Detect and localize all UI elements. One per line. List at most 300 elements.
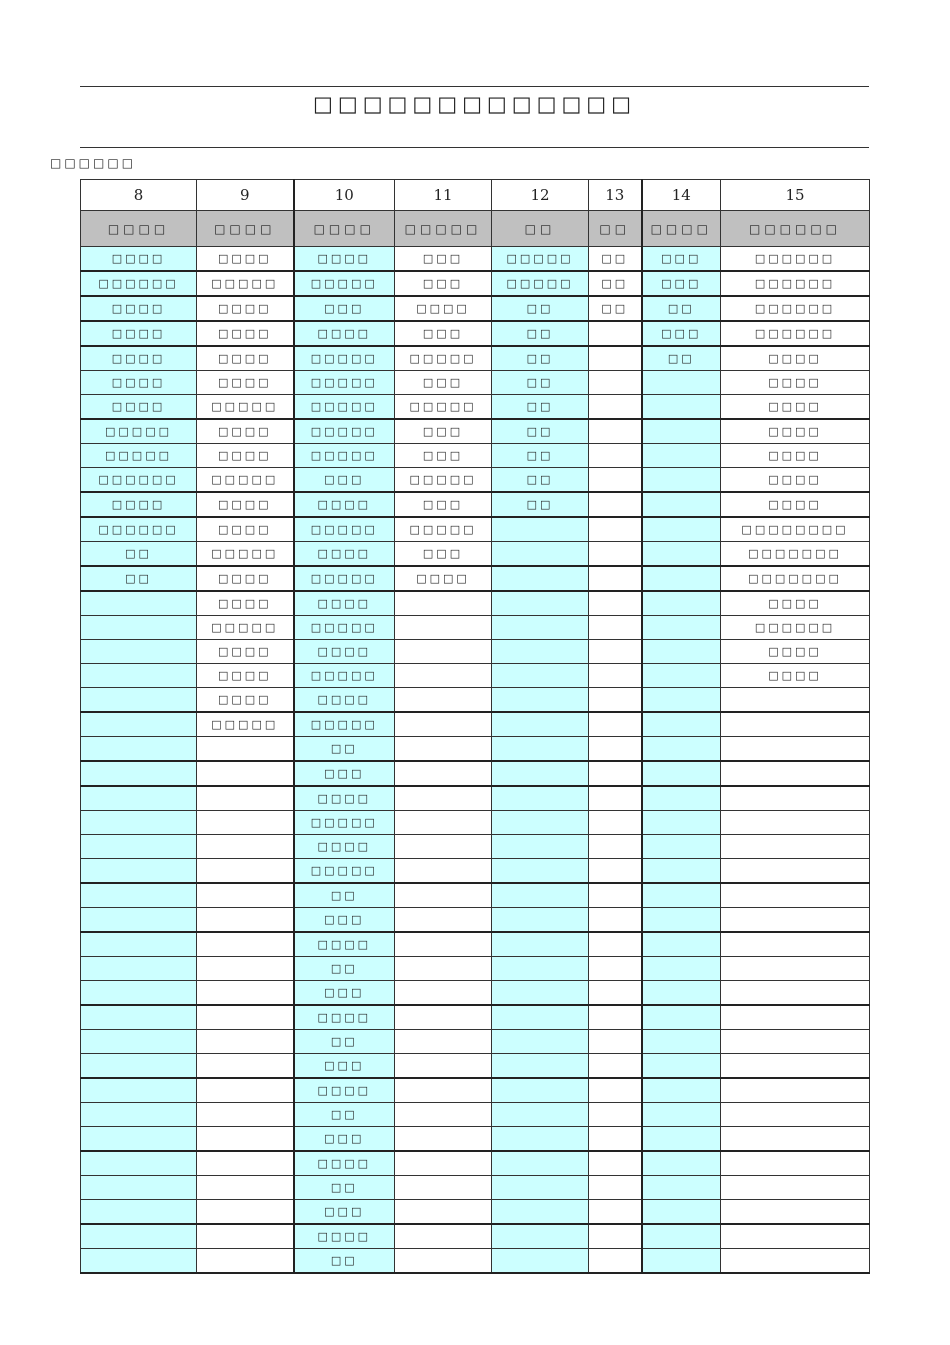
table-cell: □□□□□	[395, 346, 492, 371]
table-cell: □□□□□□	[81, 517, 197, 542]
table-cell	[81, 811, 197, 835]
table-cell	[721, 1078, 870, 1103]
table-cell	[197, 908, 294, 933]
table-cell	[721, 957, 870, 981]
table-cell	[589, 1005, 642, 1030]
table-cell	[81, 835, 197, 859]
table-cell	[642, 908, 721, 933]
table-cell: □□□□	[294, 247, 395, 272]
table-cell	[721, 835, 870, 859]
table-cell	[642, 640, 721, 664]
table-cell	[395, 1176, 492, 1200]
table-cell: □□□□	[294, 542, 395, 567]
table-row	[81, 468, 870, 493]
table-cell	[589, 419, 642, 444]
table-cell: □□□	[395, 542, 492, 567]
table-row	[81, 1127, 870, 1152]
table-cell	[589, 566, 642, 591]
column-header: □□□□	[294, 211, 395, 247]
table-row	[81, 296, 870, 321]
table-cell	[81, 712, 197, 737]
table-cell: □□□□	[197, 321, 294, 346]
table-row	[81, 247, 870, 272]
table-cell	[197, 1005, 294, 1030]
table-cell: □□□	[642, 247, 721, 272]
table-row	[81, 811, 870, 835]
table-cell	[81, 1078, 197, 1103]
table-cell: □□□□□□	[721, 321, 870, 346]
table-cell: □□□□	[294, 1078, 395, 1103]
table-cell: □□□□	[197, 664, 294, 688]
column-number-row	[81, 180, 870, 211]
table-cell	[492, 1054, 589, 1079]
table-cell	[197, 1224, 294, 1249]
table-cell: □□	[589, 271, 642, 296]
table-cell: □□	[492, 371, 589, 395]
table-cell	[721, 1176, 870, 1200]
table-cell	[721, 811, 870, 835]
column-number: 11	[395, 180, 492, 211]
table-cell: □□□□□	[294, 712, 395, 737]
table-cell	[395, 664, 492, 688]
table-cell: □□□□	[721, 664, 870, 688]
table-cell: □□□□□	[81, 419, 197, 444]
table-row	[81, 321, 870, 346]
table-cell	[589, 640, 642, 664]
table-cell	[81, 1054, 197, 1079]
table-cell	[81, 932, 197, 957]
column-header: □□	[589, 211, 642, 247]
table-cell: □□□□□	[294, 566, 395, 591]
table-cell	[81, 1224, 197, 1249]
table-cell	[492, 835, 589, 859]
table-cell	[492, 591, 589, 616]
table-cell	[721, 1200, 870, 1225]
table-cell: □□□□	[81, 296, 197, 321]
table-cell	[589, 737, 642, 762]
table-cell: □□□□	[721, 591, 870, 616]
column-number: 14	[642, 180, 721, 211]
table-cell: □□□□	[721, 419, 870, 444]
table-row	[81, 981, 870, 1006]
table-row	[81, 271, 870, 296]
table-cell	[589, 1249, 642, 1274]
table-cell	[642, 811, 721, 835]
table-cell: □□□□□	[294, 517, 395, 542]
table-cell	[642, 1151, 721, 1176]
table-cell	[395, 981, 492, 1006]
table-cell: □□□□	[721, 640, 870, 664]
table-cell	[589, 883, 642, 908]
table-cell	[197, 1176, 294, 1200]
table-cell: □□□□	[197, 492, 294, 517]
table-cell: □□□□	[721, 395, 870, 420]
table-cell	[492, 1078, 589, 1103]
table-cell	[395, 1127, 492, 1152]
table-cell	[589, 444, 642, 468]
table-cell: □□	[294, 1030, 395, 1054]
table-cell	[197, 811, 294, 835]
table-cell: □□□□□□	[721, 271, 870, 296]
table-cell	[721, 737, 870, 762]
table-cell	[642, 664, 721, 688]
table-cell	[721, 981, 870, 1006]
table-cell	[721, 1005, 870, 1030]
table-cell: □□	[294, 737, 395, 762]
table-cell: □□□□□	[294, 859, 395, 884]
table-cell	[721, 859, 870, 884]
table-cell: □□□□	[197, 444, 294, 468]
table-cell: □□□□	[81, 346, 197, 371]
table-cell	[492, 712, 589, 737]
table-row	[81, 492, 870, 517]
table-cell: □□□□	[197, 517, 294, 542]
column-header: □□□□	[197, 211, 294, 247]
table-row	[81, 346, 870, 371]
table-cell: □□□□	[81, 247, 197, 272]
table-cell	[589, 492, 642, 517]
title-underline	[80, 147, 869, 148]
table-cell	[589, 1151, 642, 1176]
table-cell	[81, 957, 197, 981]
table-cell	[492, 786, 589, 811]
table-cell	[492, 859, 589, 884]
table-cell	[492, 1176, 589, 1200]
table-cell	[721, 761, 870, 786]
table-cell	[395, 908, 492, 933]
table-cell	[492, 1030, 589, 1054]
table-cell	[721, 932, 870, 957]
table-cell: □□□	[395, 419, 492, 444]
table-cell	[589, 835, 642, 859]
table-cell	[81, 640, 197, 664]
table-row	[81, 419, 870, 444]
table-cell	[642, 957, 721, 981]
table-row	[81, 786, 870, 811]
table-cell	[721, 1224, 870, 1249]
table-cell	[721, 688, 870, 713]
table-cell	[197, 1127, 294, 1152]
column-header: □□□□□□	[721, 211, 870, 247]
table-cell: □□□□	[721, 444, 870, 468]
table-cell: □□	[492, 444, 589, 468]
table-cell	[81, 1103, 197, 1127]
table-cell	[642, 932, 721, 957]
table-cell	[642, 737, 721, 762]
table-cell	[81, 1176, 197, 1200]
table-cell	[197, 1078, 294, 1103]
table-cell	[81, 616, 197, 640]
data-table	[80, 179, 870, 1274]
table-cell	[642, 444, 721, 468]
table-cell	[197, 835, 294, 859]
table-cell: □□□□□□	[721, 247, 870, 272]
table-row	[81, 1176, 870, 1200]
table-cell: □□□□	[294, 786, 395, 811]
table-cell: □□□□	[81, 492, 197, 517]
table-cell: □□□□	[197, 688, 294, 713]
table-cell: □□	[589, 247, 642, 272]
table-cell	[492, 811, 589, 835]
table-cell: □□□	[294, 468, 395, 493]
column-number: 13	[589, 180, 642, 211]
table-cell	[81, 1005, 197, 1030]
table-cell	[395, 712, 492, 737]
table-cell	[395, 640, 492, 664]
table-cell	[492, 616, 589, 640]
table-row	[81, 737, 870, 762]
table-cell: □□	[492, 468, 589, 493]
table-cell	[642, 981, 721, 1006]
table-cell	[589, 957, 642, 981]
table-row	[81, 640, 870, 664]
table-cell	[642, 492, 721, 517]
table-cell	[589, 395, 642, 420]
column-number: 12	[492, 180, 589, 211]
table-cell	[589, 371, 642, 395]
table-cell	[589, 1054, 642, 1079]
table-cell: □□□□	[294, 321, 395, 346]
table-cell	[642, 468, 721, 493]
table-cell: □□□□□	[197, 468, 294, 493]
table-cell	[589, 908, 642, 933]
table-cell	[492, 1005, 589, 1030]
table-cell	[395, 761, 492, 786]
table-cell	[589, 981, 642, 1006]
table-cell	[197, 932, 294, 957]
table-cell	[642, 835, 721, 859]
table-cell	[642, 616, 721, 640]
table-cell	[492, 542, 589, 567]
table-cell	[589, 688, 642, 713]
table-cell	[589, 321, 642, 346]
table-cell	[642, 371, 721, 395]
table-cell: □□□□	[721, 346, 870, 371]
table-row	[81, 1224, 870, 1249]
table-cell	[721, 1103, 870, 1127]
table-cell	[81, 981, 197, 1006]
table-cell	[395, 883, 492, 908]
table-cell	[642, 1200, 721, 1225]
table-cell	[395, 932, 492, 957]
table-cell: □□□	[294, 1127, 395, 1152]
table-cell	[589, 346, 642, 371]
table-row	[81, 1200, 870, 1225]
table-cell	[642, 712, 721, 737]
table-cell	[642, 591, 721, 616]
table-cell: □□□□□	[294, 444, 395, 468]
table-cell: □□□	[395, 271, 492, 296]
column-number: 10	[294, 180, 395, 211]
table-cell	[395, 859, 492, 884]
table-cell	[81, 786, 197, 811]
table-cell: □□□□	[294, 640, 395, 664]
table-cell: □□□□□	[492, 271, 589, 296]
table-cell	[721, 1249, 870, 1274]
table-cell: □□□□	[721, 468, 870, 493]
table-cell: □□□□□	[294, 419, 395, 444]
table-cell: □□□□	[197, 346, 294, 371]
table-cell	[642, 761, 721, 786]
table-cell: □□□□□	[294, 346, 395, 371]
table-cell: □□□	[642, 271, 721, 296]
table-row	[81, 1249, 870, 1274]
table-cell	[395, 1030, 492, 1054]
table-cell	[589, 542, 642, 567]
table-cell: □□□□□	[197, 395, 294, 420]
table-cell	[492, 981, 589, 1006]
table-row	[81, 1005, 870, 1030]
table-cell: □□□□	[294, 492, 395, 517]
table-cell	[589, 761, 642, 786]
table-cell	[81, 1030, 197, 1054]
table-cell	[395, 591, 492, 616]
table-cell: □□□□□□	[721, 296, 870, 321]
table-cell	[589, 1127, 642, 1152]
table-cell	[589, 859, 642, 884]
table-cell	[197, 1200, 294, 1225]
table-cell	[197, 1249, 294, 1274]
table-cell	[197, 1030, 294, 1054]
table-cell	[395, 1249, 492, 1274]
table-row	[81, 932, 870, 957]
table-cell	[642, 1005, 721, 1030]
table-cell	[395, 688, 492, 713]
table-cell: □□	[492, 419, 589, 444]
table-cell: □□□	[294, 1054, 395, 1079]
table-row	[81, 883, 870, 908]
table-cell: □□	[492, 492, 589, 517]
table-cell	[642, 1176, 721, 1200]
table-cell: □□□□	[197, 247, 294, 272]
table-row	[81, 1078, 870, 1103]
table-cell: □□□□□	[197, 271, 294, 296]
table-cell: □□	[492, 346, 589, 371]
table-cell: □□□□□	[294, 271, 395, 296]
table-cell: □□□□□	[294, 395, 395, 420]
table-cell: □□□□	[197, 419, 294, 444]
table-cell	[642, 542, 721, 567]
table-cell: □□□□□	[395, 517, 492, 542]
table-cell	[197, 981, 294, 1006]
table-cell: □□□□□□□	[721, 566, 870, 591]
table-cell: □□□	[395, 371, 492, 395]
table-row	[81, 712, 870, 737]
table-cell: □□	[294, 957, 395, 981]
table-cell	[395, 616, 492, 640]
table-cell	[589, 1078, 642, 1103]
table-cell: □□□	[294, 761, 395, 786]
column-header: □□□□□	[395, 211, 492, 247]
table-cell	[721, 1054, 870, 1079]
table-row	[81, 591, 870, 616]
table-cell	[589, 1176, 642, 1200]
table-cell	[492, 1200, 589, 1225]
table-cell	[395, 811, 492, 835]
table-cell	[642, 395, 721, 420]
table-row	[81, 517, 870, 542]
table-cell: □□□□	[81, 395, 197, 420]
table-cell: □□□□	[197, 371, 294, 395]
table-cell: □□□	[294, 1200, 395, 1225]
table-cell	[81, 908, 197, 933]
table-cell	[395, 957, 492, 981]
table-cell: □□	[294, 1249, 395, 1274]
table-cell: □□	[294, 1103, 395, 1127]
table-cell: □□□□□	[294, 811, 395, 835]
table-cell	[395, 835, 492, 859]
table-cell	[395, 1151, 492, 1176]
table-cell	[492, 737, 589, 762]
table-cell	[642, 566, 721, 591]
table-cell: □□□□□	[294, 371, 395, 395]
table-cell: □□□□□	[197, 542, 294, 567]
table-cell	[197, 957, 294, 981]
table-cell	[395, 1200, 492, 1225]
table-cell	[81, 761, 197, 786]
column-header: □□□□	[642, 211, 721, 247]
table-cell: □□□	[395, 321, 492, 346]
table-cell	[589, 591, 642, 616]
table-cell: □□□□	[81, 321, 197, 346]
table-cell: □□□□□□	[81, 271, 197, 296]
table-cell	[492, 908, 589, 933]
table-cell	[81, 688, 197, 713]
table-row	[81, 957, 870, 981]
table-cell	[589, 1224, 642, 1249]
table-cell: □□□□□	[294, 664, 395, 688]
table-row	[81, 835, 870, 859]
column-header: □□	[492, 211, 589, 247]
table-cell	[589, 811, 642, 835]
table-row	[81, 761, 870, 786]
table-cell: □□	[81, 566, 197, 591]
table-cell: □□□□□	[81, 444, 197, 468]
table-cell: □□□□	[294, 932, 395, 957]
table-cell	[642, 1054, 721, 1079]
table-cell	[81, 859, 197, 884]
table-cell	[642, 883, 721, 908]
table-cell: □□□	[294, 981, 395, 1006]
top-rule	[80, 86, 869, 87]
table-cell	[589, 1103, 642, 1127]
table-cell: □□	[642, 346, 721, 371]
table-cell	[395, 1005, 492, 1030]
header-row	[81, 211, 870, 247]
table-cell: □□□	[395, 444, 492, 468]
table-cell: □□□□	[197, 566, 294, 591]
table-cell: □□□□□	[197, 616, 294, 640]
column-number: 15	[721, 180, 870, 211]
table-cell: □□□□	[395, 296, 492, 321]
table-row	[81, 395, 870, 420]
table-cell	[589, 517, 642, 542]
table-cell	[197, 786, 294, 811]
table-cell: □□□	[642, 321, 721, 346]
table-cell: □□□□□	[395, 468, 492, 493]
table-cell	[492, 1151, 589, 1176]
table-cell	[395, 737, 492, 762]
table-cell	[197, 1054, 294, 1079]
table-cell	[589, 1200, 642, 1225]
table-cell	[642, 688, 721, 713]
table-cell	[589, 616, 642, 640]
table-cell: □□	[81, 542, 197, 567]
table-cell	[197, 859, 294, 884]
table-cell	[81, 1151, 197, 1176]
table-row	[81, 688, 870, 713]
table-row	[81, 1030, 870, 1054]
